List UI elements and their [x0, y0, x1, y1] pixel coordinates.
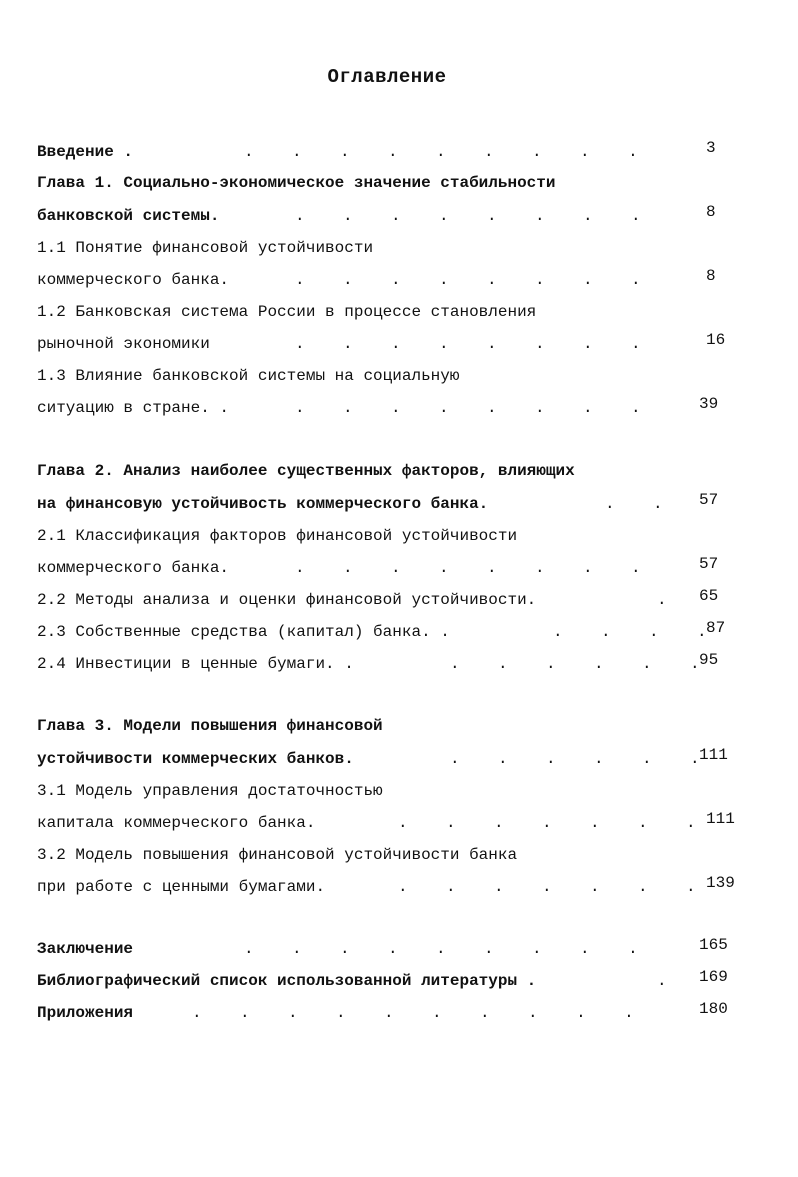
toc-entry-text: Глава 2. Анализ наиболее существенных факторов, влияющих [37, 462, 575, 480]
toc-entry-section-1-2[interactable] [37, 300, 757, 324]
leader-dots: . . . . . . . [398, 878, 696, 896]
toc-entry-text: 3.2 Модель повышения финансовой устойчивости банка [37, 846, 518, 864]
toc-page-number: 180 [699, 1000, 728, 1018]
toc-page-number: 95 [699, 651, 719, 669]
leader-dots: . . . . . . . . . . [192, 1004, 634, 1022]
toc-entry-text: 1.2 Банковская система России в процессе становления [37, 303, 537, 321]
toc-entry-text: устойчивости коммерческих банков. [37, 750, 354, 768]
leader-dots: . . . . . . . . . [244, 940, 638, 958]
toc-entry-text: Библиографический список использованной литературы . [37, 972, 537, 990]
toc-page-number: 111 [706, 810, 735, 828]
toc-entry-section-1-3-cont[interactable] [37, 396, 757, 420]
toc-entry-text: банковской системы. [37, 207, 220, 225]
toc-entry-text: рыночной экономики [37, 335, 210, 353]
leader-dots: . . . . . . . [398, 814, 696, 832]
leader-dots: . . . . . . . . [295, 207, 641, 225]
toc-page-number: 139 [706, 874, 735, 892]
leader-dots: . . . . [553, 623, 707, 641]
toc-entry-section-1-2-cont[interactable] [37, 332, 757, 356]
toc-entry-text: коммерческого банка. [37, 559, 230, 577]
toc-page-number: 8 [706, 267, 716, 285]
toc-page-number: 87 [706, 619, 726, 637]
toc-entry-text: Глава 3. Модели повышения финансовой [37, 717, 383, 735]
toc-entry-introduction[interactable] [37, 140, 757, 164]
leader-dots: . [657, 972, 667, 990]
toc-entry-chapter-1[interactable] [37, 171, 757, 195]
leader-dots: . . . . . . . . [295, 559, 641, 577]
toc-entry-text: Заключение [37, 940, 134, 958]
page-title: Оглавление [327, 66, 447, 88]
toc-entry-bibliography[interactable] [37, 969, 757, 993]
toc-page-number: 57 [699, 491, 719, 509]
toc-entry-section-1-3[interactable] [37, 364, 757, 388]
toc-entry-section-2-1-cont[interactable] [37, 556, 757, 580]
toc-entry-chapter-1-cont[interactable] [37, 204, 757, 228]
toc-entry-text: 1.3 Влияние банковской системы на социальную [37, 367, 460, 385]
toc-entry-text: 3.1 Модель управления достаточностью [37, 782, 383, 800]
toc-page-number: 111 [699, 746, 728, 764]
toc-entry-chapter-2[interactable] [37, 459, 757, 483]
toc-entry-section-2-3[interactable] [37, 620, 757, 644]
toc-entry-conclusion[interactable] [37, 937, 757, 961]
toc-page-number: 165 [699, 936, 728, 954]
toc-page-number: 3 [706, 139, 716, 157]
toc-entry-text: Приложения [37, 1004, 134, 1022]
toc-entry-section-2-2[interactable] [37, 588, 757, 612]
toc-entry-text: 2.1 Классификация факторов финансовой устойчивости [37, 527, 518, 545]
toc-entry-text: ситуацию в стране. . [37, 399, 230, 417]
toc-entry-section-1-1[interactable] [37, 236, 757, 260]
leader-dots: . . . . . . . . [295, 399, 641, 417]
leader-dots: . . . . . . . . [295, 335, 641, 353]
toc-entry-text: 1.1 Понятие финансовой устойчивости [37, 239, 374, 257]
leader-dots: . . . . . . [450, 655, 700, 673]
leader-dots: . . . . . . [450, 750, 700, 768]
toc-entry-text: капитала коммерческого банка. [37, 814, 316, 832]
toc-page-number: 39 [699, 395, 719, 413]
toc-entry-text: на финансовую устойчивость коммерческого банка. [37, 495, 489, 513]
toc-entry-section-3-2-cont[interactable] [37, 875, 757, 899]
toc-page-number: 16 [706, 331, 726, 349]
toc-entry-section-2-4[interactable] [37, 652, 757, 676]
toc-entry-section-2-1[interactable] [37, 524, 757, 548]
toc-page-number: 169 [699, 968, 728, 986]
leader-dots: . . . . . . . . [295, 271, 641, 289]
toc-entry-chapter-3[interactable] [37, 714, 757, 738]
toc-page-number: 57 [699, 555, 719, 573]
toc-entry-section-3-1-cont[interactable] [37, 811, 757, 835]
toc-entry-section-3-1[interactable] [37, 779, 757, 803]
toc-entry-text: 2.4 Инвестиции в ценные бумаги. . [37, 655, 354, 673]
toc-entry-text: при работе с ценными бумагами. [37, 878, 326, 896]
toc-entry-text: Глава 1. Социально-экономическое значение стабильности [37, 174, 556, 192]
leader-dots: . . [605, 495, 663, 513]
toc-entry-text: 2.2 Методы анализа и оценки финансовой устойчивости. [37, 591, 537, 609]
toc-page-number: 65 [699, 587, 719, 605]
leader-dots: . . . . . . . . . [244, 143, 638, 161]
toc-entry-text: 2.3 Собственные средства (капитал) банка. . [37, 623, 450, 641]
toc-entry-text: коммерческого банка. [37, 271, 230, 289]
toc-entry-chapter-3-cont[interactable] [37, 747, 757, 771]
toc-entry-section-3-2[interactable] [37, 843, 757, 867]
toc-entry-section-1-1-cont[interactable] [37, 268, 757, 292]
toc-entry-chapter-2-cont[interactable] [37, 492, 757, 516]
toc-entry-text: Введение . [37, 143, 134, 161]
toc-entry-appendices[interactable] [37, 1001, 757, 1025]
toc-page-number: 8 [706, 203, 716, 221]
leader-dots: . [657, 591, 667, 609]
